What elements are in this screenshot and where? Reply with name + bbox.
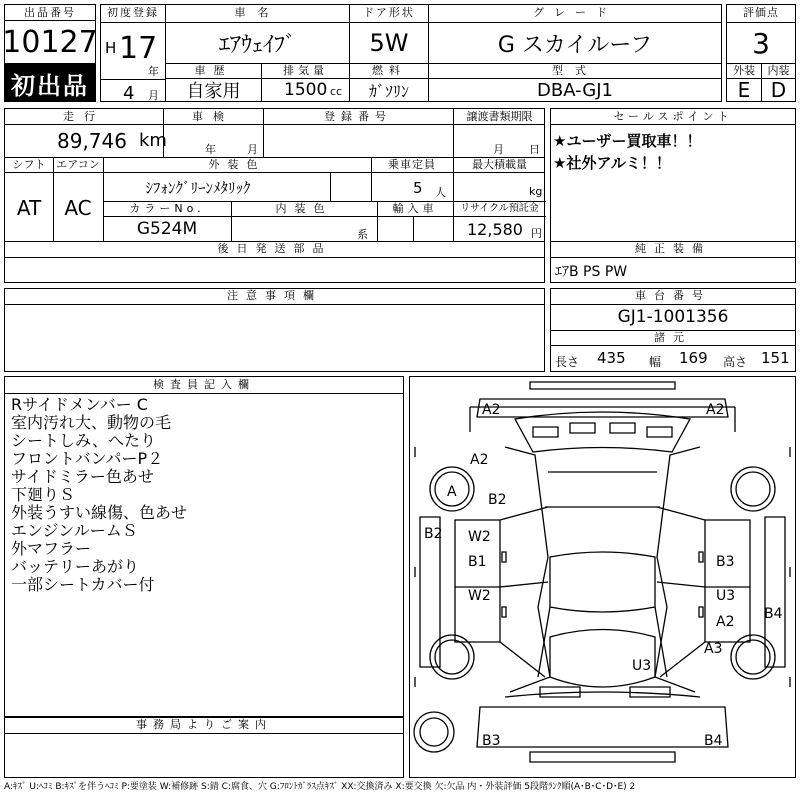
car-name-box bbox=[165, 4, 350, 64]
exterior-score: E bbox=[737, 78, 751, 102]
history-label: 車歴 bbox=[194, 64, 233, 77]
first-reg-box bbox=[100, 4, 166, 102]
equipment-label: 純正装備 bbox=[635, 242, 711, 255]
damage-mark: B4 bbox=[764, 606, 783, 622]
door: 5W bbox=[369, 29, 409, 57]
fuel: ｶﾞｿﾘﾝ bbox=[368, 81, 409, 101]
history-box bbox=[165, 63, 262, 102]
history: 自家用 bbox=[186, 81, 241, 102]
damage-mark: W2 bbox=[468, 588, 491, 604]
displacement-unit: cc bbox=[330, 85, 343, 98]
damage-mark: A bbox=[447, 484, 457, 500]
first-listing-text: 初出品 bbox=[11, 71, 89, 100]
score: 3 bbox=[752, 26, 770, 60]
car-diagram bbox=[410, 377, 795, 777]
recycle-label: リサイクル預託金 bbox=[460, 203, 539, 214]
grade-label: グレード bbox=[533, 6, 617, 19]
score-box bbox=[726, 4, 796, 64]
displacement: 1500 bbox=[284, 80, 328, 100]
damage-mark: U3 bbox=[632, 658, 652, 674]
details-box bbox=[4, 108, 545, 242]
exterior-color: ｼﾌｫﾝｸﾞﾘｰﾝﾒﾀﾘｯｸ bbox=[145, 178, 251, 197]
reg-no-label: 登録番号 bbox=[324, 110, 392, 123]
later-parts-box bbox=[4, 241, 545, 283]
door-box bbox=[349, 4, 429, 64]
seats-label: 乗車定員 bbox=[388, 158, 436, 171]
interior-score-label: 内装 bbox=[767, 64, 790, 77]
office-label: 事務局よりご案内 bbox=[136, 718, 272, 731]
reg-year: 17 bbox=[119, 31, 158, 66]
width: 169 bbox=[679, 349, 708, 367]
damage-mark: B4 bbox=[704, 733, 723, 749]
color-no-label: カラーNo. bbox=[129, 202, 205, 215]
sales-point-2: ★社外アルミ！！ bbox=[553, 154, 671, 172]
inspector-note: シートしみ、へたり bbox=[11, 431, 156, 450]
sales-points-box bbox=[550, 108, 796, 242]
ac-label: エアコン bbox=[56, 158, 100, 171]
caution-label: 注意事項欄 bbox=[227, 289, 322, 302]
year-unit: 年 bbox=[148, 65, 159, 78]
damage-mark: A3 bbox=[704, 641, 723, 657]
inspector-note: Rサイドメンバー C bbox=[11, 395, 148, 414]
inspector-note: 室内汚れ大、動物の毛 bbox=[11, 413, 172, 432]
inspection-month-unit: 月 bbox=[247, 143, 258, 156]
shift-label: シフト bbox=[12, 158, 46, 171]
first-reg-label: 初度登録 bbox=[107, 6, 159, 19]
chassis-number: GJ1-1001356 bbox=[617, 307, 729, 327]
height: 151 bbox=[761, 349, 790, 367]
recycle-unit: 円 bbox=[531, 227, 542, 240]
inspector-notes bbox=[11, 396, 391, 594]
height-label: 高さ bbox=[723, 355, 748, 369]
exterior-color-label: 外装色 bbox=[208, 158, 266, 171]
damage-mark: W2 bbox=[468, 529, 491, 545]
inspector-label: 検査員記入欄 bbox=[153, 378, 255, 391]
dims-label: 諸元 bbox=[654, 331, 692, 344]
load-label: 最大積載量 bbox=[472, 158, 527, 171]
lot-number-box bbox=[4, 20, 96, 64]
damage-mark: B2 bbox=[488, 492, 507, 508]
damage-mark: A2 bbox=[706, 402, 725, 418]
grade: G スカイルーフ bbox=[497, 32, 653, 58]
inspection-year-unit: 年 bbox=[205, 143, 216, 156]
lot-number-label-box bbox=[4, 4, 96, 21]
model-label: 型式 bbox=[552, 64, 598, 77]
damage-mark: U3 bbox=[716, 588, 736, 604]
damage-mark: B2 bbox=[424, 526, 443, 542]
inspector-note: サイドミラー色あせ bbox=[11, 467, 154, 486]
damage-mark: B1 bbox=[468, 554, 487, 570]
inspector-note: 外装うすい線傷、色あせ bbox=[11, 503, 188, 522]
car-diagram-box bbox=[409, 376, 796, 778]
exterior-score-box bbox=[726, 63, 762, 102]
fuel-box bbox=[349, 63, 429, 102]
chassis-label: 車台番号 bbox=[635, 289, 711, 302]
import-label: 輸入車 bbox=[392, 202, 438, 215]
inspection-label: 車検 bbox=[192, 110, 234, 123]
inspector-note: バッテリーあがり bbox=[11, 557, 140, 576]
load-unit: kg bbox=[529, 185, 543, 198]
interior-score-box bbox=[761, 63, 796, 102]
length-label: 長さ bbox=[555, 355, 580, 369]
exterior-score-label: 外装 bbox=[733, 64, 755, 77]
shift: AT bbox=[16, 195, 42, 220]
damage-mark: B3 bbox=[716, 554, 735, 570]
grade-box bbox=[428, 4, 722, 64]
lot-number: 10127 bbox=[2, 24, 98, 60]
office-box bbox=[4, 716, 404, 778]
equipment: ｴｱB PS PW bbox=[555, 264, 628, 280]
damage-mark: B3 bbox=[482, 733, 501, 749]
seats-unit: 人 bbox=[435, 186, 446, 199]
era: H bbox=[105, 39, 117, 57]
damage-mark: A2 bbox=[716, 614, 735, 630]
fuel-label: 燃料 bbox=[372, 64, 406, 77]
sales-point-1: ★ユーザー買取車！！ bbox=[553, 132, 702, 150]
car-name-label: 車名 bbox=[234, 6, 281, 19]
ac: AC bbox=[64, 195, 92, 220]
inspector-box bbox=[4, 376, 404, 717]
model-box bbox=[428, 63, 722, 102]
inspector-note: 外マフラー bbox=[11, 539, 92, 558]
car-name: ｴｱｳｪｲﾌﾞ bbox=[218, 32, 296, 58]
inspector-note: 一部シートカバー付 bbox=[11, 575, 155, 594]
first-listing-badge bbox=[4, 64, 96, 102]
interior-score: D bbox=[770, 78, 787, 102]
caution-box bbox=[4, 288, 545, 372]
mileage-unit: km bbox=[139, 130, 167, 151]
inspector-note: 下廻りＳ bbox=[11, 485, 76, 504]
door-label: ドア形状 bbox=[363, 6, 415, 19]
damage-mark: A2 bbox=[482, 402, 501, 418]
month-unit: 月 bbox=[148, 89, 159, 102]
mileage-label: 走行 bbox=[63, 110, 105, 123]
length: 435 bbox=[597, 349, 626, 367]
reg-month: 4 bbox=[123, 83, 135, 104]
transfer-day-unit: 日 bbox=[529, 143, 540, 156]
chassis-box bbox=[550, 288, 796, 372]
lot-number-label: 出品番号 bbox=[24, 6, 76, 19]
displacement-box bbox=[261, 63, 350, 102]
inspector-note: フロントバンパーP２ bbox=[11, 449, 164, 468]
displacement-label: 排気量 bbox=[283, 64, 328, 77]
equipment-box bbox=[550, 241, 796, 283]
transfer-month-unit: 月 bbox=[493, 143, 504, 156]
legend: A:ｷｽﾞ U:ﾍｺﾐ B:ｷｽﾞを伴うﾍｺﾐ P:要塗装 W:補修跡 S:錆 C:腐食、穴 G:ﾌﾛﾝﾄｶﾞﾗｽ点ｷｽﾞ XX:交換済み X:要交換 欠:欠品 内・外装評価 5段階ﾗﾝｸ順(A･B･C･D･E) 2 bbox=[4, 782, 636, 792]
color-no: G524M bbox=[136, 219, 198, 239]
mileage: 89,746 bbox=[57, 129, 127, 153]
width-label: 幅 bbox=[649, 355, 662, 369]
inspector-note: エンジンルームＳ bbox=[11, 521, 138, 540]
later-parts-label: 後日発送部品 bbox=[217, 242, 332, 255]
sales-points-label: セールスポイント bbox=[613, 110, 733, 123]
recycle: 12,580 bbox=[467, 220, 523, 239]
transfer-label: 譲渡書類期限 bbox=[466, 110, 533, 123]
model: DBA-GJ1 bbox=[537, 79, 613, 101]
seats: 5 bbox=[413, 179, 423, 197]
damage-mark: A2 bbox=[470, 452, 489, 468]
score-label: 評価点 bbox=[743, 6, 779, 19]
interior-color-unit: 系 bbox=[357, 228, 368, 241]
interior-color-label: 内装色 bbox=[275, 202, 333, 215]
